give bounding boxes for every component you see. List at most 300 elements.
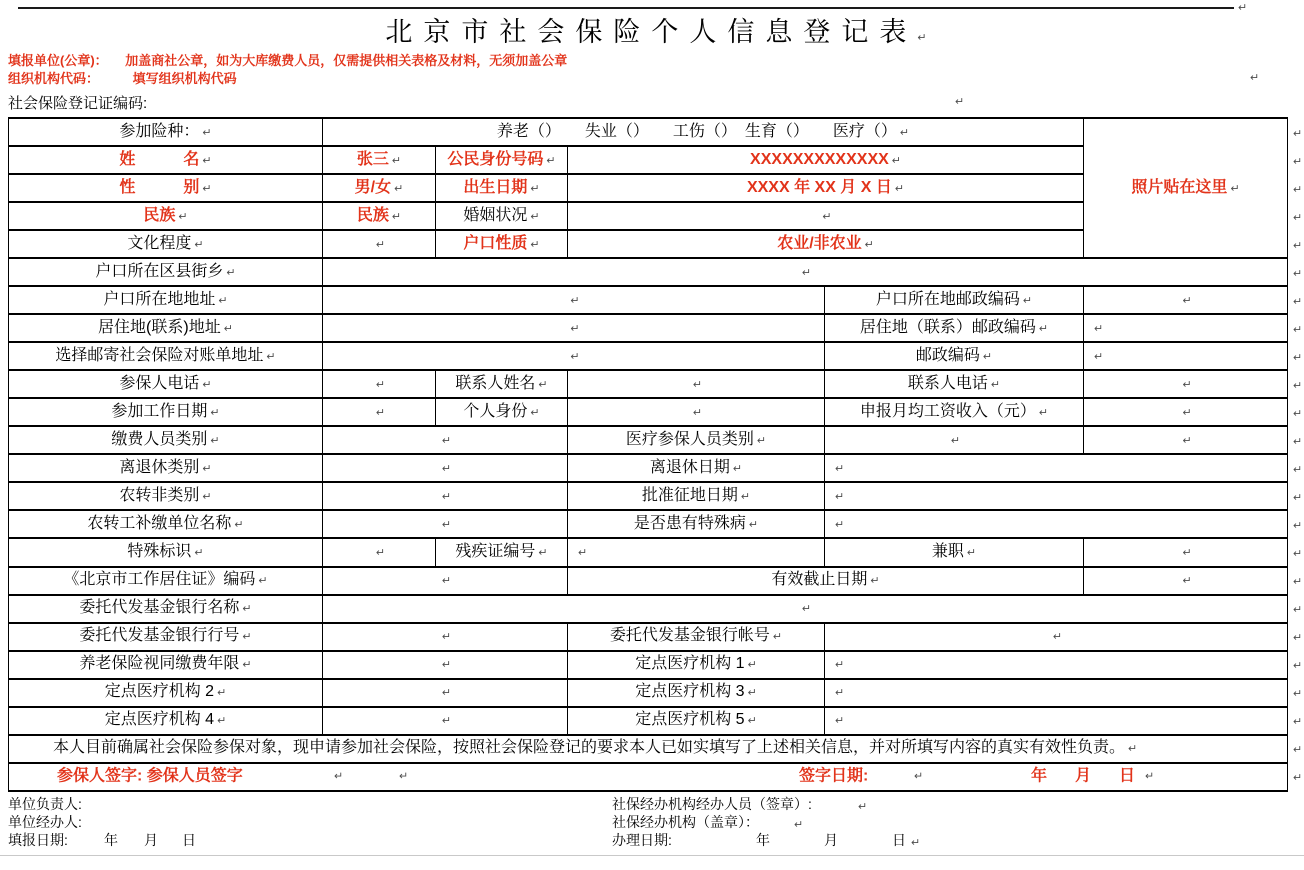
- pilcrow-icon: ↵: [1293, 351, 1303, 364]
- field-label: 居住地（联系）邮政编码: [859, 318, 1036, 336]
- pilcrow-icon: ↵: [835, 659, 845, 672]
- pilcrow-icon: ↵: [858, 801, 868, 813]
- pilcrow-icon: ↵: [399, 770, 409, 783]
- field-label: 委托代发基金银行行号: [79, 627, 240, 645]
- field-label: 本人目前确属社会保险参保对象，现申请参加社会保险，按照社会保险登记的要求本人已如实填写了上述相关信息，并对所填写内容的真实有效性负责。: [53, 739, 1126, 757]
- field-value-cell[interactable]: [323, 567, 568, 595]
- pilcrow-icon: ↵: [530, 182, 540, 195]
- pilcrow-icon: ↵: [546, 154, 556, 167]
- pilcrow-icon: ↵: [899, 126, 910, 139]
- field-label-cell: [9, 707, 323, 735]
- pilcrow-icon: ↵: [732, 462, 743, 475]
- pilcrow-icon: ↵: [441, 631, 452, 644]
- pilcrow-icon: ↵: [740, 491, 751, 504]
- pilcrow-icon: ↵: [801, 603, 812, 616]
- signature-date-label: 签字日期:: [799, 767, 869, 785]
- field-label: 民族: [143, 206, 176, 224]
- pilcrow-icon: ↵: [914, 770, 924, 783]
- process-day-label: 日: [892, 832, 906, 848]
- pilcrow-icon: ↵: [1230, 182, 1240, 195]
- field-label-cell: [436, 398, 568, 426]
- pilcrow-icon: ↵: [1293, 155, 1303, 168]
- agency-seal-label: 社保经办机构（盖章）：: [612, 814, 759, 830]
- pilcrow-icon: ↵: [1238, 1, 1248, 14]
- field-label: 残疾证编号: [455, 543, 536, 561]
- pilcrow-icon: ↵: [794, 819, 804, 831]
- process-date-label: 办理日期:: [612, 832, 672, 848]
- fill-year-label: 年: [104, 832, 118, 848]
- pilcrow-icon: ↵: [1052, 631, 1063, 644]
- row-end-mark: [1293, 708, 1302, 736]
- field-value: 民族: [356, 206, 389, 224]
- note-fill-unit: [8, 53, 1304, 68]
- pilcrow-icon: ↵: [194, 238, 204, 251]
- field-value-cell[interactable]: [323, 679, 568, 707]
- field-value-cell[interactable]: [323, 454, 568, 482]
- note-org-code: [8, 71, 1304, 86]
- pilcrow-icon: ↵: [441, 434, 452, 447]
- pilcrow-icon: ↵: [441, 659, 452, 672]
- field-label-cell: [9, 595, 323, 623]
- field-value-cell[interactable]: [825, 510, 1288, 538]
- pilcrow-icon: ↵: [242, 659, 252, 672]
- document-page: [0, 1, 1304, 856]
- pilcrow-icon: ↵: [835, 519, 845, 532]
- row-end-mark: [1293, 288, 1302, 316]
- field-value-cell[interactable]: [323, 623, 568, 651]
- pilcrow-icon: ↵: [226, 266, 236, 279]
- field-label-cell: [9, 230, 323, 258]
- field-label: 邮政编码: [915, 346, 980, 364]
- pilcrow-icon: ↵: [1022, 294, 1033, 307]
- pilcrow-icon: ↵: [223, 322, 233, 335]
- pilcrow-icon: ↵: [1094, 350, 1104, 363]
- field-label-cell: [436, 370, 568, 398]
- table-row: [9, 651, 1288, 679]
- pilcrow-icon: ↵: [747, 715, 757, 728]
- field-label-cell: [568, 482, 825, 510]
- field-label-cell: [9, 398, 323, 426]
- table-row: [9, 426, 1288, 454]
- field-value-cell[interactable]: [1084, 370, 1288, 398]
- table-row: [9, 538, 1288, 566]
- field-label-cell: [9, 258, 323, 286]
- field-label-cell: [9, 314, 323, 342]
- field-value-cell[interactable]: [323, 651, 568, 679]
- field-value-cell[interactable]: [323, 258, 1288, 286]
- pilcrow-icon: ↵: [578, 547, 588, 560]
- row-end-marks: [1293, 117, 1302, 792]
- insurance-types-cell[interactable]: [323, 118, 1084, 146]
- pilcrow-icon: ↵: [202, 182, 212, 195]
- table-row: [9, 370, 1288, 398]
- field-label: 养老保险视同缴费年限: [79, 655, 240, 673]
- field-value: 养老（） 失业（） 工伤（） 生育（） 医疗（）: [496, 122, 897, 140]
- process-month-label: 月: [824, 832, 838, 848]
- pilcrow-icon: ↵: [1182, 378, 1192, 391]
- field-label: 定点医疗机构 3: [635, 683, 745, 701]
- pilcrow-icon: ↵: [1293, 323, 1303, 336]
- pilcrow-icon: ↵: [441, 519, 452, 532]
- note-fill-unit-text: 加盖商社公章，如为大库缴费人员，仅需提供相关表格及材料，无须加盖公章: [125, 53, 568, 68]
- pilcrow-icon: ↵: [375, 378, 386, 391]
- insured-signature-label: 参保人签字: 参保人员签字: [57, 767, 243, 785]
- pilcrow-icon: ↵: [375, 547, 386, 560]
- hukou-type-value-cell[interactable]: [568, 230, 1084, 258]
- pilcrow-icon: ↵: [202, 462, 212, 475]
- signature-year-label: 年: [1031, 767, 1048, 785]
- field-value-cell[interactable]: [568, 538, 825, 566]
- field-label-cell: [9, 174, 323, 202]
- unit-head-label: 单位负责人:: [8, 796, 82, 812]
- row-end-mark: [1293, 176, 1302, 204]
- pilcrow-icon: ↵: [1038, 322, 1049, 335]
- pilcrow-icon: ↵: [1293, 491, 1303, 504]
- pilcrow-icon: ↵: [538, 378, 548, 391]
- pilcrow-icon: ↵: [748, 519, 759, 532]
- pilcrow-icon: ↵: [1293, 575, 1303, 588]
- field-value-cell[interactable]: [825, 454, 1288, 482]
- footer-block: [8, 796, 1304, 850]
- pilcrow-icon: ↵: [1293, 267, 1303, 280]
- field-label-cell: [825, 314, 1084, 342]
- field-value-cell[interactable]: [323, 510, 568, 538]
- field-value-cell[interactable]: [323, 286, 825, 314]
- pilcrow-icon: ↵: [747, 687, 757, 700]
- field-value-cell[interactable]: [323, 230, 436, 258]
- pilcrow-icon: ↵: [242, 603, 252, 616]
- field-label-cell: [436, 146, 568, 174]
- field-label: 定点医疗机构 1: [635, 655, 745, 673]
- field-value-cell[interactable]: [323, 342, 825, 370]
- gender-value-cell[interactable]: [323, 174, 436, 202]
- field-label: 姓 名: [119, 150, 200, 168]
- table-row: [9, 623, 1288, 651]
- pilcrow-icon: ↵: [441, 575, 452, 588]
- field-value-cell[interactable]: [825, 426, 1084, 454]
- pilcrow-icon: ↵: [394, 182, 404, 195]
- field-label-cell: [9, 454, 323, 482]
- field-label-cell: [9, 370, 323, 398]
- field-label: 农转工补缴单位名称: [87, 515, 232, 533]
- field-value-cell[interactable]: [323, 314, 825, 342]
- field-value-cell[interactable]: [323, 707, 568, 735]
- row-end-mark: [1293, 372, 1302, 400]
- signature-row: [9, 763, 1288, 791]
- field-value-cell[interactable]: [1084, 314, 1288, 342]
- pilcrow-icon: ↵: [1182, 547, 1192, 560]
- pilcrow-icon: ↵: [692, 406, 703, 419]
- birthdate-value-cell[interactable]: [568, 174, 1084, 202]
- pilcrow-icon: ↵: [441, 715, 452, 728]
- pilcrow-icon: ↵: [258, 575, 268, 588]
- field-label-cell: [9, 426, 323, 454]
- field-value-cell[interactable]: [825, 623, 1288, 651]
- field-label-cell: [9, 623, 323, 651]
- pilcrow-icon: ↵: [210, 434, 220, 447]
- pilcrow-icon: ↵: [1182, 406, 1192, 419]
- field-value: XXXXXXXXXXXXX: [750, 150, 889, 168]
- table-row: [9, 258, 1288, 286]
- field-value-cell[interactable]: [825, 651, 1288, 679]
- field-label: 婚姻状况: [463, 206, 528, 224]
- pilcrow-icon: ↵: [822, 210, 832, 223]
- table-row: [9, 482, 1288, 510]
- registration-no-label: 社会保险登记证编码:: [8, 95, 148, 112]
- table-row: [9, 679, 1288, 707]
- field-label-cell: [568, 679, 825, 707]
- pilcrow-icon: ↵: [1293, 715, 1303, 728]
- field-label: 参保人电话: [119, 374, 200, 392]
- registration-form-table: [8, 117, 1288, 792]
- field-label-cell: [9, 118, 323, 146]
- pilcrow-icon: ↵: [692, 378, 703, 391]
- field-label-cell: [568, 567, 1084, 595]
- field-value-cell[interactable]: [568, 370, 825, 398]
- field-value-cell[interactable]: [323, 595, 1288, 623]
- pilcrow-icon: ↵: [966, 547, 977, 560]
- note-org-code-label: 组织机构代码：: [8, 71, 100, 86]
- pilcrow-icon: ↵: [570, 294, 580, 307]
- field-label: 性 别: [119, 178, 200, 196]
- pilcrow-icon: ↵: [217, 687, 227, 700]
- pilcrow-icon: ↵: [1293, 463, 1303, 476]
- field-label-cell: [568, 651, 825, 679]
- declaration-text: [9, 735, 1288, 763]
- row-end-mark: [1293, 456, 1302, 484]
- field-label-cell: [9, 510, 323, 538]
- row-end-mark: [1293, 344, 1302, 372]
- field-label: 户口所在地邮政编码: [875, 290, 1020, 308]
- name-value-cell[interactable]: [323, 146, 436, 174]
- row-end-mark: [1293, 260, 1302, 288]
- row-end-mark: [1293, 484, 1302, 512]
- pilcrow-icon: ↵: [835, 687, 845, 700]
- row-end-mark: [1293, 652, 1302, 680]
- field-label: 离退休日期: [649, 458, 730, 476]
- row-end-mark: [1293, 316, 1302, 344]
- field-label: 联系人姓名: [455, 374, 536, 392]
- row-end-mark: [1293, 204, 1302, 232]
- pilcrow-icon: ↵: [441, 687, 452, 700]
- pilcrow-icon: ↵: [217, 715, 227, 728]
- table-row: [9, 398, 1288, 426]
- pilcrow-icon: ↵: [917, 32, 927, 44]
- field-label: 定点医疗机构 2: [104, 683, 215, 701]
- row-end-mark: [1293, 232, 1302, 260]
- field-value-cell[interactable]: [323, 398, 436, 426]
- pilcrow-icon: ↵: [1038, 406, 1049, 419]
- field-label-cell: [436, 174, 568, 202]
- field-label-cell: [436, 230, 568, 258]
- pilcrow-icon: ↵: [1293, 407, 1303, 420]
- pilcrow-icon: ↵: [538, 547, 548, 560]
- field-value-cell[interactable]: [825, 707, 1288, 735]
- field-value-cell[interactable]: [568, 398, 825, 426]
- pilcrow-icon: ↵: [334, 770, 344, 783]
- pilcrow-icon: ↵: [441, 462, 452, 475]
- pilcrow-icon: ↵: [1094, 322, 1104, 335]
- field-value-cell[interactable]: [323, 482, 568, 510]
- field-label-cell: [9, 651, 323, 679]
- field-label-cell: [9, 482, 323, 510]
- pilcrow-icon: ↵: [266, 350, 276, 363]
- field-value-cell[interactable]: [323, 426, 568, 454]
- note-org-code-text: 填写组织机构代码: [132, 71, 237, 86]
- field-label: 户口所在区县街乡: [95, 262, 224, 280]
- pilcrow-icon: ↵: [756, 434, 767, 447]
- field-label: 农转非类别: [119, 487, 200, 505]
- pilcrow-icon: ↵: [1293, 211, 1303, 224]
- page-top-rule: [8, 1, 1304, 14]
- page-title: 北京市社会保险个人信息登记表: [385, 17, 918, 47]
- title-row: [8, 14, 1304, 50]
- field-value: 男/女: [354, 178, 392, 196]
- field-label: 户口所在地地址: [103, 290, 216, 308]
- field-label: 离退休类别: [119, 458, 200, 476]
- field-value: XXXX 年 XX 月 X 日: [746, 178, 892, 196]
- table-row: [9, 735, 1288, 763]
- field-label: 户口性质: [463, 234, 528, 252]
- pilcrow-icon: ↵: [1293, 687, 1303, 700]
- pilcrow-icon: ↵: [870, 575, 880, 588]
- pilcrow-icon: ↵: [950, 434, 961, 447]
- pilcrow-icon: ↵: [570, 322, 580, 335]
- fill-day-label: 日: [182, 832, 196, 848]
- row-end-mark: [1293, 400, 1302, 428]
- table-row: [9, 763, 1288, 791]
- field-label-cell: [825, 286, 1084, 314]
- field-value-cell[interactable]: [323, 370, 436, 398]
- pilcrow-icon: ↵: [1182, 434, 1192, 447]
- field-value-cell[interactable]: [323, 538, 436, 566]
- field-value-cell[interactable]: [1084, 567, 1288, 595]
- page-bottom-rule: [0, 855, 1304, 856]
- pilcrow-icon: ↵: [202, 126, 212, 139]
- pilcrow-icon: ↵: [955, 96, 965, 108]
- pilcrow-icon: ↵: [1293, 519, 1303, 532]
- table-row: [9, 510, 1288, 538]
- field-label-cell: [568, 707, 825, 735]
- field-label: 联系人电话: [907, 374, 988, 392]
- pilcrow-icon: ↵: [1293, 239, 1303, 252]
- field-label: 个人身份: [463, 402, 528, 420]
- field-label-cell: [825, 342, 1084, 370]
- pilcrow-icon: ↵: [1293, 771, 1303, 784]
- row-end-mark: [1293, 512, 1302, 540]
- field-label: 出生日期: [463, 178, 528, 196]
- fill-date-label: 填报日期:: [8, 832, 68, 848]
- pilcrow-icon: ↵: [1293, 295, 1303, 308]
- row-end-mark: [1293, 596, 1302, 624]
- table-row: [9, 118, 1288, 146]
- pilcrow-icon: ↵: [218, 294, 228, 307]
- row-end-mark: [1293, 764, 1302, 792]
- pilcrow-icon: ↵: [1145, 770, 1155, 783]
- photo-area-cell[interactable]: [1084, 118, 1288, 258]
- field-label-cell: [568, 426, 825, 454]
- pilcrow-icon: ↵: [202, 491, 212, 504]
- field-value-cell[interactable]: [1084, 398, 1288, 426]
- pilcrow-icon: ↵: [234, 519, 244, 532]
- pilcrow-icon: ↵: [570, 350, 580, 363]
- row-end-mark: [1293, 680, 1302, 708]
- field-label-cell: [825, 398, 1084, 426]
- agency-handler-label: 社保经办机构经办人员（签章）:: [612, 796, 812, 812]
- field-label: 文化程度: [127, 234, 192, 252]
- field-label: 定点医疗机构 5: [635, 711, 745, 729]
- pilcrow-icon: ↵: [202, 378, 212, 391]
- field-value: 张三: [356, 150, 389, 168]
- pilcrow-icon: ↵: [835, 491, 845, 504]
- row-end-mark: [1293, 736, 1302, 764]
- field-label-cell: [436, 538, 568, 566]
- field-label-cell: [9, 567, 323, 595]
- field-label-cell: [9, 679, 323, 707]
- field-label: 缴费人员类别: [111, 430, 208, 448]
- row-end-mark: [1293, 148, 1302, 176]
- field-label-cell: [9, 342, 323, 370]
- field-label-cell: [825, 370, 1084, 398]
- field-value-cell[interactable]: [825, 482, 1288, 510]
- registration-no-line: [8, 95, 1304, 113]
- horizontal-rule: [18, 7, 1234, 9]
- field-label: 申报月均工资收入（元）: [859, 402, 1036, 420]
- pilcrow-icon: ↵: [891, 154, 901, 167]
- field-value-cell[interactable]: [568, 202, 1084, 230]
- field-value-cell[interactable]: [1084, 286, 1288, 314]
- field-value-cell[interactable]: [825, 679, 1288, 707]
- field-label: 批准征地日期: [641, 487, 738, 505]
- pilcrow-icon: ↵: [1128, 743, 1138, 756]
- table-area: [8, 117, 1304, 792]
- pilcrow-icon: ↵: [210, 406, 220, 419]
- pilcrow-icon: ↵: [1293, 379, 1303, 392]
- pilcrow-icon: ↵: [864, 238, 874, 251]
- field-value-cell[interactable]: [1084, 426, 1288, 454]
- pilcrow-icon: ↵: [1293, 435, 1303, 448]
- field-value: 农业/非农业: [777, 234, 862, 252]
- pilcrow-icon: ↵: [982, 350, 993, 363]
- row-end-mark: [1293, 428, 1302, 456]
- field-value-cell[interactable]: [1084, 538, 1288, 566]
- pilcrow-icon: ↵: [1293, 743, 1303, 756]
- field-label: 公民身份号码: [447, 150, 544, 168]
- table-row: [9, 567, 1288, 595]
- field-value-cell[interactable]: [1084, 342, 1288, 370]
- pilcrow-icon: ↵: [801, 266, 812, 279]
- pilcrow-icon: ↵: [747, 659, 757, 672]
- field-label: 有效截止日期: [771, 571, 868, 589]
- pilcrow-icon: ↵: [530, 406, 540, 419]
- pilcrow-icon: ↵: [1182, 575, 1192, 588]
- fill-month-label: 月: [144, 832, 158, 848]
- pilcrow-icon: ↵: [911, 837, 921, 849]
- pilcrow-icon: ↵: [772, 631, 783, 644]
- field-label-cell: [9, 538, 323, 566]
- field-label: 居住地(联系)地址: [98, 318, 221, 336]
- table-row: [9, 454, 1288, 482]
- process-year-label: 年: [756, 832, 770, 848]
- field-label: 参加险种：: [119, 122, 200, 140]
- row-end-mark: [1293, 624, 1302, 652]
- ethnicity-value-cell[interactable]: [323, 202, 436, 230]
- table-row: [9, 707, 1288, 735]
- pilcrow-icon: ↵: [375, 406, 386, 419]
- pilcrow-icon: ↵: [894, 182, 905, 195]
- pilcrow-icon: ↵: [990, 378, 1001, 391]
- id-number-value-cell[interactable]: [568, 146, 1084, 174]
